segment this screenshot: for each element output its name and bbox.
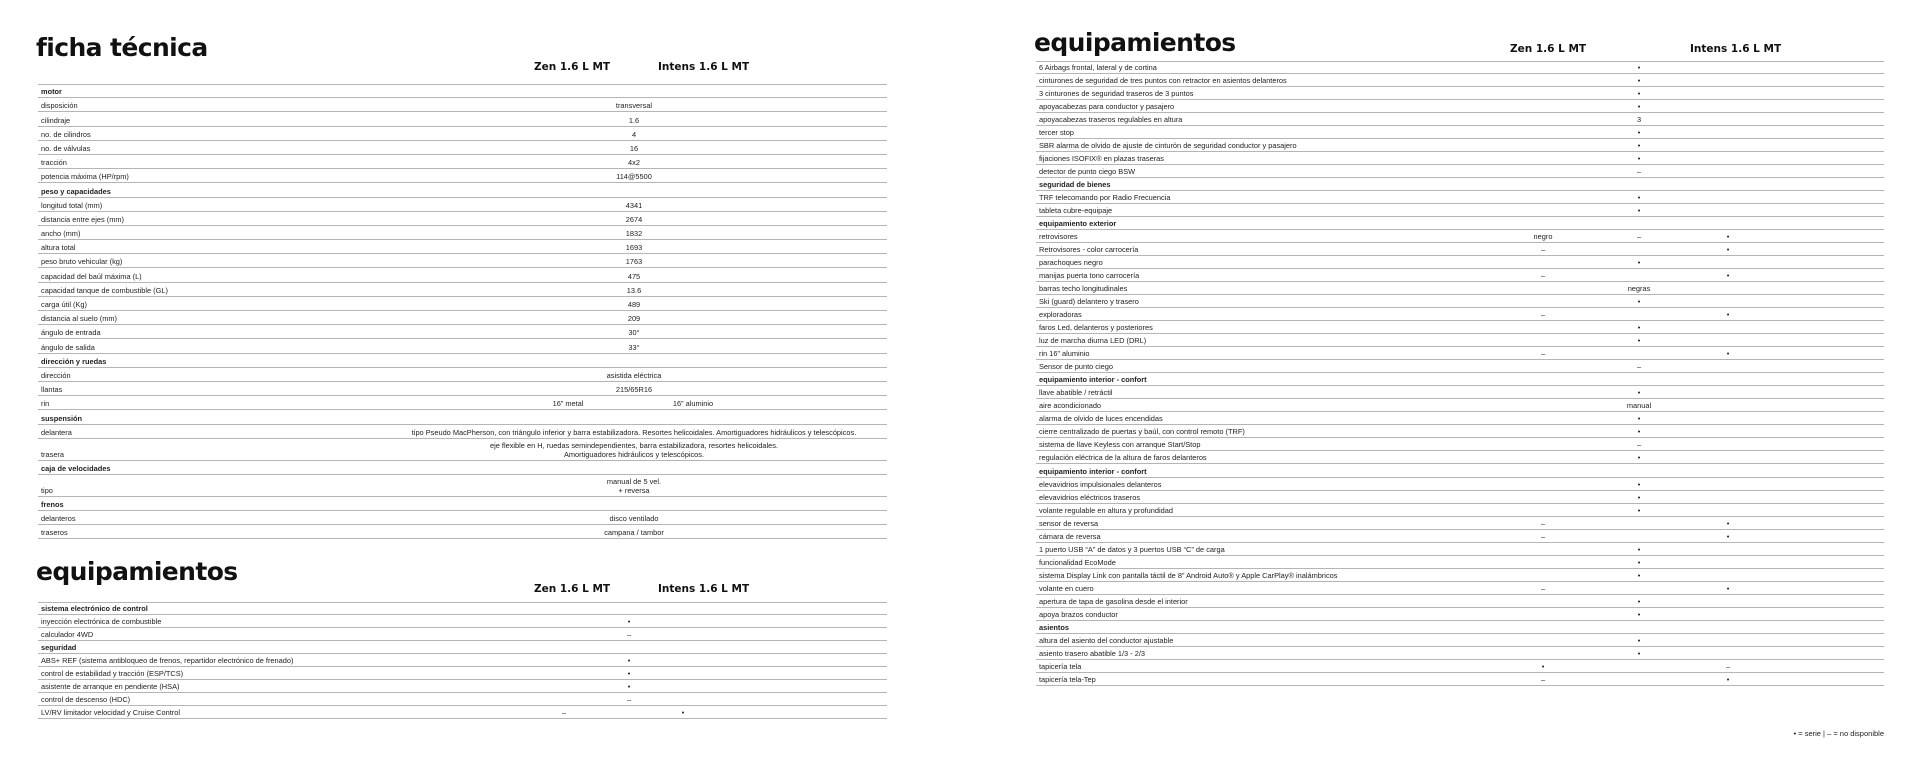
table-row (38, 475, 887, 497)
table-row (38, 240, 887, 254)
row-label: ancho (mm) (41, 229, 81, 239)
section-header-row (38, 497, 887, 511)
value-intens: • (1726, 310, 1730, 320)
table-row (38, 425, 887, 439)
table-row (1036, 556, 1884, 569)
table-row (38, 693, 887, 706)
table-row (1036, 113, 1884, 126)
section-header-row (38, 410, 887, 424)
row-label: llantas (41, 385, 63, 395)
shared-value: – (626, 630, 632, 639)
section-label: peso y capacidades (41, 186, 111, 196)
table-row (1036, 360, 1884, 373)
table-row (1036, 608, 1884, 621)
shared-value: – (1636, 232, 1642, 242)
table-row (1036, 517, 1884, 530)
row-label: altura total (41, 243, 76, 253)
shared-value: 1.6 (628, 115, 640, 125)
shared-value: • (1637, 505, 1641, 515)
row-label: potencia máxima (HP/rpm) (41, 172, 129, 182)
row-label: LV/RV limitador velocidad y Cruise Control (41, 708, 180, 717)
table-row (38, 654, 887, 667)
equip-left-col-zen: Zen 1.6 L MT (534, 583, 611, 595)
row-label: apoya brazos conductor (1039, 609, 1118, 619)
row-label: retrovisores (1039, 232, 1078, 242)
table-row (1036, 61, 1884, 74)
row-label: llave abatible / retráctil (1039, 388, 1113, 398)
shared-value: 475 (627, 271, 641, 281)
shared-value: • (1637, 89, 1641, 99)
shared-value: • (1637, 479, 1641, 489)
table-row (1036, 673, 1884, 686)
table-row (38, 368, 887, 382)
legend-footnote: • = serie | – = no disponible (1793, 729, 1884, 738)
table-row (38, 169, 887, 183)
ficha-table (38, 84, 887, 539)
table-row (1036, 399, 1884, 412)
section-label: caja de velocidades (41, 463, 111, 473)
value-intens: – (1725, 661, 1731, 671)
row-label: aire acondicionado (1039, 401, 1102, 411)
row-label: peso bruto vehicular (kg) (41, 257, 123, 267)
table-row (38, 339, 887, 353)
shared-value: • (1637, 414, 1641, 424)
shared-value: • (1637, 570, 1641, 580)
row-label: asiento trasero abatible 1/3 - 2/3 (1039, 648, 1145, 658)
shared-value: – (1636, 362, 1642, 372)
row-label: tipo (41, 485, 53, 495)
value-zen: – (1540, 310, 1546, 320)
shared-value: • (1637, 154, 1641, 164)
value-intens: • (1726, 674, 1730, 684)
table-row (1036, 191, 1884, 204)
row-label: delanteros (41, 514, 76, 524)
shared-value: • (1637, 336, 1641, 346)
shared-value: tipo Pseudo MacPherson, con triángulo inferior y barra estabilizadora. Resortes helicoidales. Amortiguadores hidráulicos y telescópicos. (411, 427, 857, 437)
value-intens: • (1726, 245, 1730, 255)
shared-value: 30° (628, 328, 640, 338)
table-row (1036, 491, 1884, 504)
row-label: regulación eléctrica de la altura de faros delanteros (1039, 453, 1207, 463)
value-zen: – (1540, 245, 1546, 255)
row-label: cinturones de seguridad de tres puntos con retractor en asientos delanteros (1039, 76, 1287, 86)
row-label: sistema Display Link con pantalla táctil de 8” Android Auto® y Apple CarPlay® inalámbricos (1039, 570, 1338, 580)
shared-value: • (1637, 388, 1641, 398)
table-row (38, 382, 887, 396)
row-label: fijaciones ISOFIX® en plazas traseras (1039, 154, 1164, 164)
table-row (1036, 152, 1884, 165)
ficha-col-intens: Intens 1.6 L MT (658, 61, 750, 73)
table-row (1036, 100, 1884, 113)
shared-value: • (1637, 258, 1641, 268)
equip-left-title: equipamientos (36, 557, 238, 586)
value-intens: • (1726, 518, 1730, 528)
table-row (1036, 282, 1884, 295)
table-row (1036, 256, 1884, 269)
section-header-row (1036, 621, 1884, 634)
row-label: control de descenso (HDC) (41, 695, 131, 704)
table-row (38, 141, 887, 155)
shared-value: • (1637, 635, 1641, 645)
shared-value: 16 (629, 143, 639, 153)
row-label: rin (41, 399, 50, 409)
value-intens: • (1726, 271, 1730, 281)
value-zen: • (1541, 661, 1545, 671)
shared-value: • (627, 669, 631, 678)
row-label: ángulo de salida (41, 342, 95, 352)
table-row (1036, 347, 1884, 360)
row-label: 6 Airbags frontal, lateral y de cortina (1039, 63, 1157, 73)
table-row (38, 325, 887, 339)
shared-value: 3 (1636, 115, 1642, 125)
table-row (1036, 269, 1884, 282)
row-label: carga útil (Kg) (41, 300, 88, 309)
value-extra: negro (1533, 232, 1553, 242)
value-line-1: eje flexible en H, ruedas semindependientes, barra estabilizadora, resortes helicoidales. (490, 440, 778, 450)
table-row (1036, 634, 1884, 647)
section-label: frenos (41, 500, 64, 510)
shared-value: 209 (627, 314, 641, 324)
equip-right-title: equipamientos (1034, 28, 1236, 57)
table-row (38, 667, 887, 680)
table-row (1036, 543, 1884, 556)
row-label: tercer stop (1039, 128, 1074, 138)
shared-value: 114@5500 (616, 172, 652, 182)
table-row (1036, 204, 1884, 217)
equip-right-table (1036, 61, 1884, 686)
row-label: Retrovisores - color carrocería (1039, 245, 1139, 255)
multi-line-value (607, 477, 661, 495)
table-row (1036, 412, 1884, 425)
table-row (1036, 126, 1884, 139)
ficha-col-zen: Zen 1.6 L MT (534, 61, 611, 73)
table-row (1036, 569, 1884, 582)
section-header-row (1036, 373, 1884, 386)
table-row (38, 396, 887, 410)
row-label: control de estabilidad y tracción (ESP/TCS) (41, 669, 184, 678)
equip-left-col-intens: Intens 1.6 L MT (658, 583, 750, 595)
multi-line-value (490, 441, 778, 459)
table-row (38, 198, 887, 212)
equip-right-col-intens: Intens 1.6 L MT (1690, 43, 1782, 55)
shared-value: 4x2 (628, 158, 640, 168)
row-label: cilindraje (41, 115, 71, 125)
value-intens: • (1726, 349, 1730, 359)
row-label: rin 16” aluminio (1039, 349, 1090, 359)
section-label: equipamiento interior - confort (1039, 466, 1147, 476)
row-label: faros Led, delanteros y posteriores (1039, 323, 1153, 333)
row-label: manijas puerta tono carrocería (1039, 271, 1140, 281)
row-label: barras techo longitudinales (1039, 284, 1128, 294)
shared-value: 215/65R16 (615, 385, 653, 395)
row-label: 1 puerto USB “A” de datos y 3 puertos USB “C” de carga (1039, 544, 1225, 554)
shared-value: • (1637, 596, 1641, 606)
shared-value: transversal (615, 101, 653, 111)
section-label: dirección y ruedas (41, 356, 107, 366)
shared-value: 33° (628, 342, 640, 352)
table-row (38, 511, 887, 525)
row-label: Sensor de punto ciego (1039, 362, 1113, 372)
ficha-title: ficha técnica (36, 33, 208, 62)
shared-value: • (627, 656, 631, 665)
table-row (1036, 386, 1884, 399)
shared-value: 2674 (625, 214, 643, 224)
table-row (1036, 660, 1884, 673)
row-label: distancia entre ejes (mm) (41, 214, 124, 224)
table-row (1036, 139, 1884, 152)
section-label: motor (41, 87, 62, 97)
table-row (1036, 425, 1884, 438)
row-label: TRF telecomando por Radio Frecuencia (1039, 193, 1171, 203)
table-row (1036, 504, 1884, 517)
shared-value: • (627, 617, 631, 626)
value-zen: – (1540, 271, 1546, 281)
table-row (1036, 334, 1884, 347)
table-row (1036, 74, 1884, 87)
section-label: asientos (1039, 622, 1069, 632)
row-label: inyección electrónica de combustible (41, 617, 162, 626)
shared-value: • (1637, 609, 1641, 619)
row-label: cierre centralizado de puertas y baúl, con control remoto (TRF) (1039, 427, 1245, 437)
row-label: trasera (41, 449, 65, 459)
shared-value: negras (1627, 284, 1651, 294)
value-zen: – (1540, 349, 1546, 359)
row-label: luz de marcha diurna LED (DRL) (1039, 336, 1147, 346)
equip-left-table (38, 602, 887, 719)
shared-value: 4 (631, 129, 637, 139)
row-label: delantera (41, 427, 72, 437)
table-row (1036, 478, 1884, 491)
section-label: suspensión (41, 413, 83, 423)
shared-value: • (1637, 128, 1641, 138)
section-header-row (38, 84, 887, 98)
row-label: apertura de tapa de gasolina desde el interior (1039, 596, 1188, 606)
row-label: tapicería tela (1039, 661, 1082, 671)
row-label: parachoques negro (1039, 258, 1103, 268)
shared-value: campana / tambor (604, 528, 664, 538)
table-row (38, 628, 887, 641)
shared-value: • (1637, 102, 1641, 112)
value-zen: – (1540, 583, 1546, 593)
table-row (38, 311, 887, 325)
table-row (1036, 230, 1884, 243)
section-header-row (38, 354, 887, 368)
value-intens: • (1726, 531, 1730, 541)
shared-value: • (1637, 63, 1641, 73)
shared-value: • (1637, 297, 1641, 307)
row-label: 3 cinturones de seguridad traseros de 3 puntos (1039, 89, 1194, 99)
table-row (38, 212, 887, 226)
shared-value: • (1637, 206, 1641, 216)
row-label: exploradoras (1039, 310, 1082, 320)
row-label: distancia al suelo (mm) (41, 314, 117, 324)
shared-value: • (1637, 557, 1641, 567)
table-row (1036, 87, 1884, 100)
row-label: elevavidrios impulsionales delanteros (1039, 479, 1162, 489)
shared-value: – (626, 695, 632, 704)
value-zen: – (1540, 674, 1546, 684)
table-row (38, 155, 887, 169)
shared-value: • (1637, 544, 1641, 554)
table-row (1036, 595, 1884, 608)
shared-value: 1763 (625, 257, 643, 267)
section-header-row (38, 183, 887, 197)
row-label: Ski (guard) delantero y trasero (1039, 297, 1139, 307)
table-row (38, 615, 887, 628)
table-row (38, 112, 887, 126)
row-label: funcionalidad EcoMode (1039, 557, 1116, 567)
table-row (38, 297, 887, 311)
shared-value: • (1637, 76, 1641, 86)
section-label: equipamiento interior - confort (1039, 375, 1147, 385)
row-label: volante regulable en altura y profundidad (1039, 505, 1173, 515)
shared-value: • (1637, 648, 1641, 658)
table-row (1036, 451, 1884, 464)
section-label: equipamiento exterior (1039, 219, 1117, 229)
section-header-row (38, 461, 887, 475)
shared-value: manual (1626, 401, 1652, 411)
section-header-row (1036, 178, 1884, 191)
row-label: ángulo de entrada (41, 328, 101, 338)
shared-value: 1832 (625, 229, 643, 239)
row-label: apoyacabezas traseros regulables en altura (1039, 115, 1183, 125)
section-label: sistema electrónico de control (41, 604, 148, 613)
table-row (38, 706, 887, 719)
row-label: asistente de arranque en pendiente (HSA) (41, 682, 180, 691)
value-intens: • (1726, 232, 1730, 242)
table-row (38, 226, 887, 240)
row-label: alarma de olvido de luces encendidas (1039, 414, 1163, 424)
section-label: seguridad de bienes (1039, 180, 1111, 190)
table-row (38, 127, 887, 141)
table-row (1036, 530, 1884, 543)
row-label: apoyacabezas para conductor y pasajero (1039, 102, 1175, 112)
row-label: tapicería tela-Tep (1039, 674, 1096, 684)
equip-right-col-zen: Zen 1.6 L MT (1510, 43, 1587, 55)
shared-value: – (1636, 440, 1642, 450)
value-line-1: manual de 5 vel. (606, 476, 662, 486)
row-label: longitud total (mm) (41, 200, 103, 210)
row-label: volante en cuero (1039, 583, 1094, 593)
section-header-row (38, 602, 887, 615)
shared-value: • (1637, 492, 1641, 502)
row-label: detector de punto ciego BSW (1039, 167, 1136, 177)
shared-value: 1693 (625, 243, 643, 253)
row-label: tracción (41, 158, 67, 168)
shared-value: • (1637, 427, 1641, 437)
table-row (38, 680, 887, 693)
shared-value: 489 (627, 300, 641, 309)
table-row (1036, 321, 1884, 334)
row-label: ABS+ REF (sistema antibloqueo de frenos, repartidor electrónico de frenado) (41, 656, 294, 665)
table-row (1036, 243, 1884, 256)
table-row (1036, 308, 1884, 321)
value-line-2: Amortiguadores hidráulicos y telescópicos. (563, 449, 705, 459)
shared-value: • (1637, 453, 1641, 463)
value-intens: 16” aluminio (672, 399, 714, 409)
row-label: traseros (41, 528, 68, 538)
table-row (1036, 647, 1884, 660)
row-label: disposición (41, 101, 78, 111)
table-row (1036, 438, 1884, 451)
value-zen: – (1540, 531, 1546, 541)
table-row (38, 525, 887, 539)
section-header-row (1036, 464, 1884, 477)
value-intens: • (681, 708, 685, 717)
row-label: no. de cilindros (41, 129, 91, 139)
shared-value: • (1637, 193, 1641, 203)
value-zen: 16” metal (552, 399, 584, 409)
section-header-row (1036, 217, 1884, 230)
table-row (1036, 295, 1884, 308)
table-row (1036, 582, 1884, 595)
table-row (38, 439, 887, 461)
shared-value: 4341 (625, 200, 643, 210)
row-label: no. de válvulas (41, 143, 91, 153)
row-label: SBR alarma de olvido de ajuste de cinturón de seguridad conductor y pasajero (1039, 141, 1297, 151)
row-label: altura del asiento del conductor ajustable (1039, 635, 1174, 645)
table-row (38, 283, 887, 297)
section-header-row (38, 641, 887, 654)
section-label: seguridad (41, 643, 77, 652)
row-label: dirección (41, 370, 71, 380)
row-label: capacidad del baúl máxima (L) (41, 271, 142, 281)
shared-value: • (1637, 141, 1641, 151)
table-row (1036, 165, 1884, 178)
value-zen: – (1540, 518, 1546, 528)
row-label: elevavidrios eléctricos traseros (1039, 492, 1141, 502)
shared-value: asistida eléctrica (606, 370, 662, 380)
value-line-2: + reversa (618, 485, 650, 495)
table-row (38, 98, 887, 112)
table-row (38, 254, 887, 268)
shared-value: • (1637, 323, 1641, 333)
table-row (38, 268, 887, 282)
shared-value: – (1636, 167, 1642, 177)
row-label: cámara de reversa (1039, 531, 1101, 541)
shared-value: disco ventilado (609, 514, 659, 524)
value-intens: • (1726, 583, 1730, 593)
row-label: tableta cubre-equipaje (1039, 206, 1113, 216)
row-label: capacidad tanque de combustible (GL) (41, 285, 168, 295)
shared-value: 13.6 (626, 285, 642, 295)
shared-value: • (627, 682, 631, 691)
row-label: sensor de reversa (1039, 518, 1099, 528)
value-zen: – (561, 708, 567, 717)
row-label: calculador 4WD (41, 630, 94, 639)
row-label: sistema de llave Keyless con arranque Start/Stop (1039, 440, 1201, 450)
